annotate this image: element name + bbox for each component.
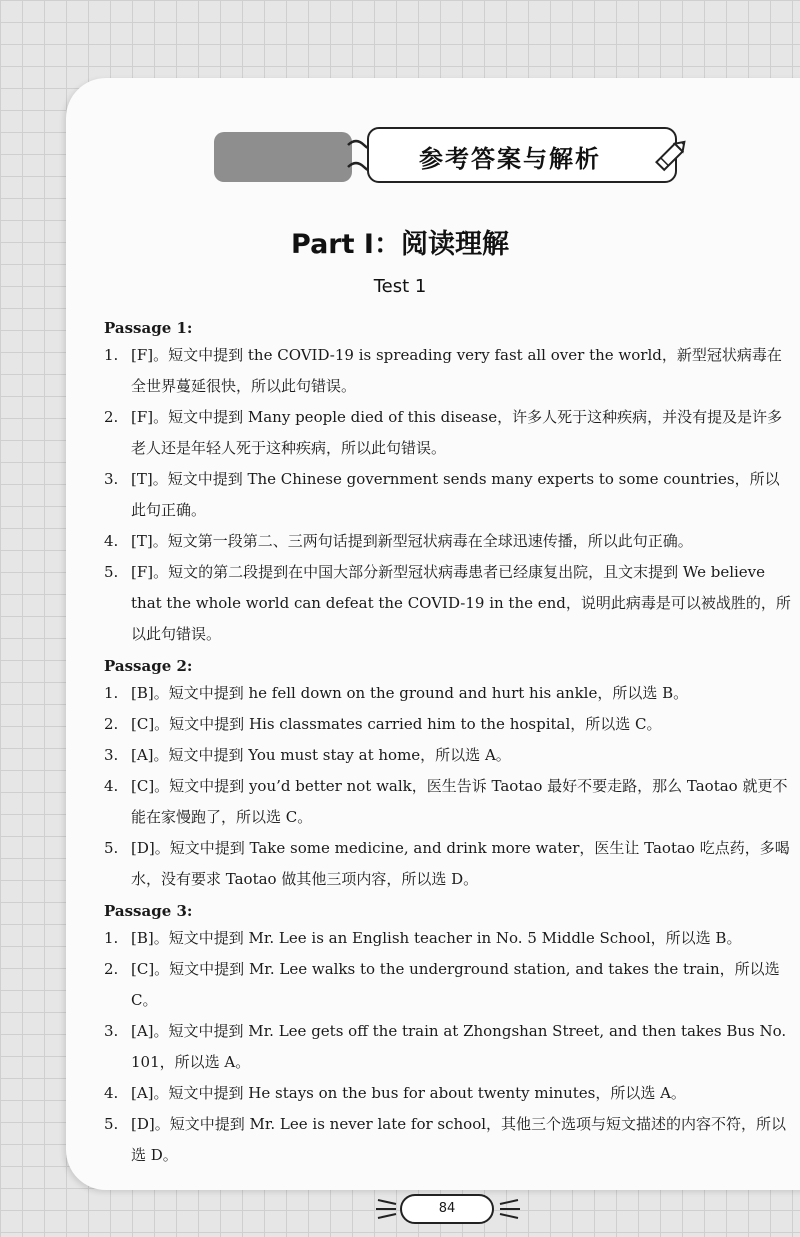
left-dash-icon	[372, 1192, 400, 1226]
item-number: 5.	[104, 1115, 119, 1133]
page-footer	[370, 1192, 530, 1228]
item-number: 4.	[104, 532, 119, 550]
answer-item	[104, 557, 794, 650]
section-banner	[214, 127, 694, 189]
page-number: 84	[400, 1194, 494, 1224]
item-text: [C]。短文中提到 His classmates carried him to the hospital，所以选 C。	[131, 715, 662, 733]
answer-item	[104, 678, 794, 709]
passage-heading: Passage 1:	[104, 319, 193, 337]
answer-item	[104, 923, 794, 954]
item-number: 4.	[104, 777, 119, 795]
item-number: 5.	[104, 839, 119, 857]
item-text: [T]。短文中提到 The Chinese government sends many experts to some countries，所以此句正确。	[131, 470, 780, 519]
item-text: [B]。短文中提到 Mr. Lee is an English teacher in No. 5 Middle School，所以选 B。	[131, 929, 742, 947]
item-number: 3.	[104, 1022, 119, 1040]
item-number: 4.	[104, 1084, 119, 1102]
answer-item	[104, 464, 794, 526]
passage-heading: Passage 2:	[104, 657, 193, 675]
item-number: 1.	[104, 346, 119, 364]
item-text: [F]。短文的第二段提到在中国大部分新型冠状病毒患者已经康复出院，且文末提到 We believe that the whole world can defeat the COVID-19 in the end，说明此病毒是可以被战胜的，所以此句错误。	[131, 563, 791, 643]
answer-item	[104, 954, 794, 1016]
item-text: [F]。短文中提到 Many people died of this disease，许多人死于这种疾病，并没有提及是许多老人还是年轻人死于这种疾病，所以此句错误。	[131, 408, 783, 457]
item-text: [F]。短文中提到 the COVID-19 is spreading very fast all over the world，新型冠状病毒在全世界蔓延很快，所以此句错误。	[131, 346, 782, 395]
item-text: [A]。短文中提到 You must stay at home，所以选 A。	[131, 746, 511, 764]
banner-title: 参考答案与解析	[419, 145, 601, 173]
item-text: [C]。短文中提到 you’d better not walk，医生告诉 Taotao 最好不要走路，那么 Taotao 就更不能在家慢跑了，所以选 C。	[131, 777, 788, 826]
item-number: 2.	[104, 408, 119, 426]
answer-item	[104, 833, 794, 895]
item-number: 1.	[104, 684, 119, 702]
answer-content	[104, 312, 794, 1171]
passage-heading: Passage 3:	[104, 902, 193, 920]
answer-item	[104, 709, 794, 740]
item-text: [A]。短文中提到 He stays on the bus for about twenty minutes，所以选 A。	[131, 1084, 686, 1102]
item-number: 1.	[104, 929, 119, 947]
answer-item	[104, 1078, 794, 1109]
item-text: [B]。短文中提到 he fell down on the ground and hurt his ankle，所以选 B。	[131, 684, 689, 702]
pencil-icon	[650, 133, 694, 177]
item-text: [C]。短文中提到 Mr. Lee walks to the underground station, and takes the train，所以选 C。	[131, 960, 780, 1009]
answer-item	[104, 740, 794, 771]
item-text: [D]。短文中提到 Take some medicine, and drink more water，医生让 Taotao 吃点药，多喝水，没有要求 Taotao 做其他三项内容，所以选 D。	[131, 839, 790, 888]
item-number: 3.	[104, 746, 119, 764]
item-number: 2.	[104, 715, 119, 733]
item-number: 3.	[104, 470, 119, 488]
test-title: Test 1	[373, 276, 427, 297]
item-text: [T]。短文第一段第二、三两句话提到新型冠状病毒在全球迅速传播，所以此句正确。	[131, 532, 693, 550]
item-number: 5.	[104, 563, 119, 581]
item-text: [A]。短文中提到 Mr. Lee gets off the train at Zhongshan Street, and then takes Bus No. 101，所以选 A。	[131, 1022, 787, 1071]
answer-item	[104, 1109, 794, 1171]
answer-item	[104, 340, 794, 402]
item-number: 2.	[104, 960, 119, 978]
answer-item	[104, 771, 794, 833]
answer-item	[104, 1016, 794, 1078]
answer-item	[104, 526, 794, 557]
right-dash-icon	[496, 1192, 524, 1226]
banner-grey-block	[214, 132, 352, 182]
item-text: [D]。短文中提到 Mr. Lee is never late for school，其他三个选项与短文描述的内容不符，所以选 D。	[131, 1115, 787, 1164]
answer-item	[104, 402, 794, 464]
part-title: Part I：阅读理解	[291, 229, 509, 260]
